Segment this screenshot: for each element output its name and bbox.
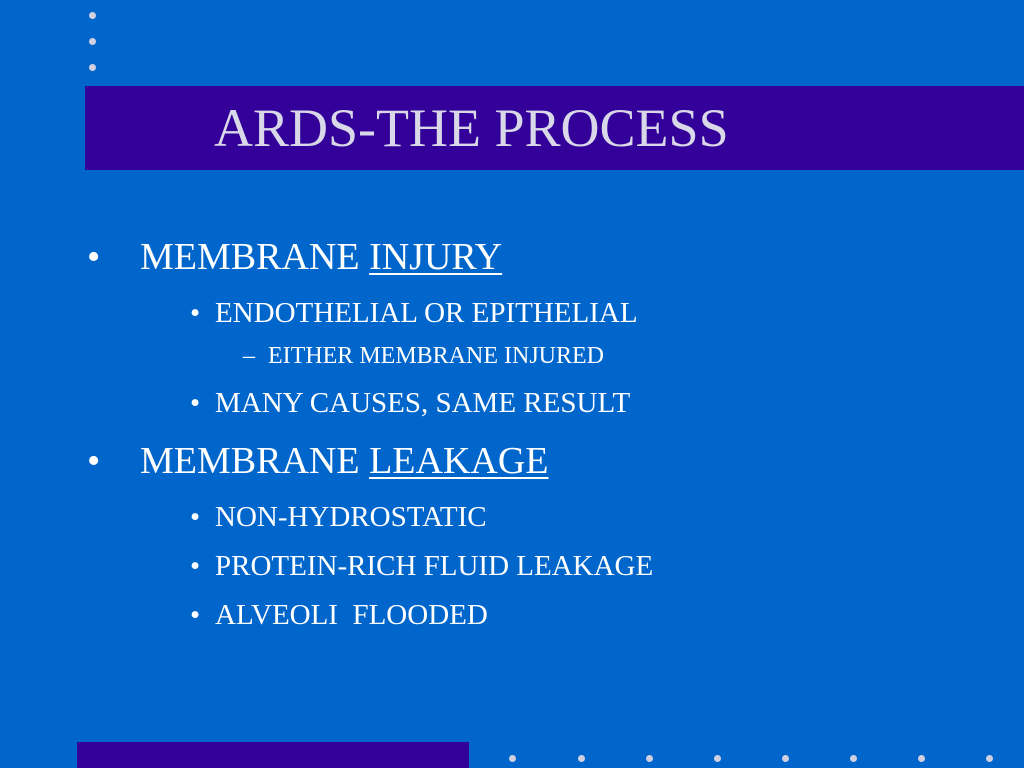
bullet-marker: • — [87, 236, 101, 278]
bullet-text-plain: MEMBRANE — [140, 236, 370, 278]
decor-dot — [782, 755, 789, 762]
dash-marker: – — [243, 343, 255, 369]
bullet-marker: • — [190, 387, 201, 419]
bullet-text — [140, 235, 502, 279]
decor-dot — [918, 755, 925, 762]
bullet-text-emphasis: INJURY — [369, 236, 503, 278]
decor-dot — [578, 755, 585, 762]
decor-dot — [714, 755, 721, 762]
bullet-text: EITHER MEMBRANE INJURED — [268, 343, 604, 369]
decor-dot — [646, 755, 653, 762]
bullet-marker: • — [190, 501, 201, 533]
decor-dot — [986, 755, 993, 762]
bullet-text: MANY CAUSES, SAME RESULT — [215, 387, 631, 419]
bullet-text — [140, 439, 548, 483]
bullet-text-plain: MEMBRANE — [140, 440, 370, 482]
decor-dot — [89, 12, 96, 19]
bottom-band — [77, 742, 469, 768]
slide-title: ARDS-THE PROCESS — [214, 98, 729, 158]
decor-dot — [89, 64, 96, 71]
bullet-text: PROTEIN-RICH FLUID LEAKAGE — [215, 550, 654, 582]
bullet-marker: • — [190, 297, 201, 329]
bullet-marker: • — [190, 599, 201, 631]
decor-dot — [850, 755, 857, 762]
bullet-text-emphasis: LEAKAGE — [369, 440, 549, 482]
bullet-marker: • — [190, 550, 201, 582]
decor-dot — [509, 755, 516, 762]
decor-dot — [89, 38, 96, 45]
bullet-text: ALVEOLI FLOODED — [215, 599, 488, 631]
bullet-marker: • — [87, 440, 101, 482]
bullet-text: NON-HYDROSTATIC — [215, 501, 487, 533]
bullet-text: ENDOTHELIAL OR EPITHELIAL — [215, 297, 638, 329]
